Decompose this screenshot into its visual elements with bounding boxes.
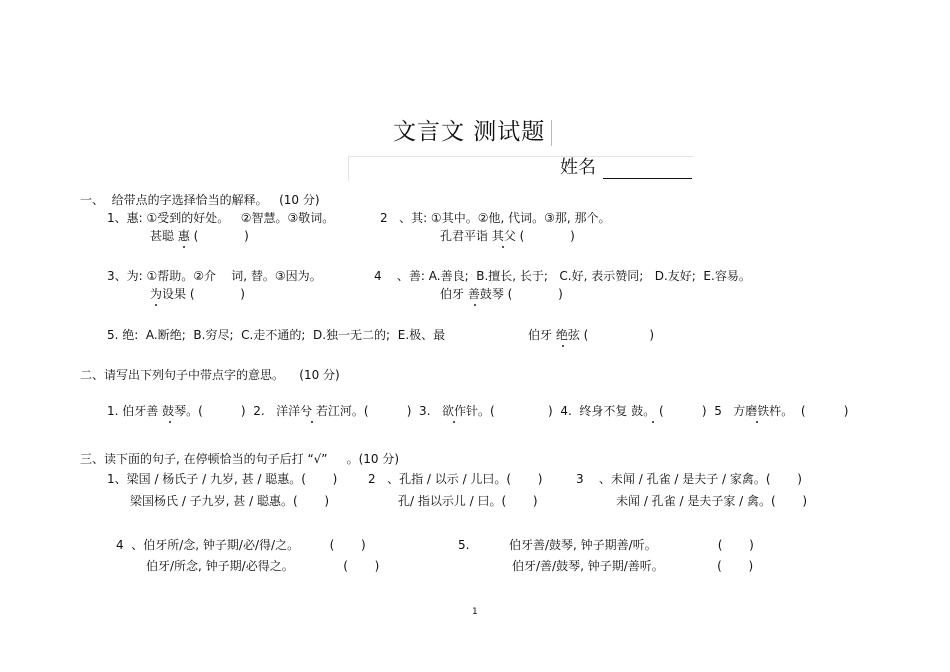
s1-q3-example: 为设果 ( )	[150, 287, 245, 301]
s3-q5a: 伯牙善/鼓琴, 钟子期善/听。 ( )	[509, 538, 754, 552]
emphasis-dot	[183, 246, 185, 248]
page-number: 1	[472, 607, 478, 617]
s1-q3: 3、为: ①帮助。②介 词, 替。③因为。	[107, 269, 322, 283]
section1-heading: 一、 给带点的字选择恰当的解释。 (10 分)	[80, 193, 320, 207]
s1-q2-example: 孔君平诣 其父 ( )	[440, 229, 575, 243]
s3-q2b: 孔/ 指以示儿 / 曰。( )	[398, 494, 538, 508]
emphasis-dot	[155, 304, 157, 306]
page-title: 文言文 测试题	[393, 119, 546, 145]
s1-q2: 2 、其: ①其中。②他, 代词。③那, 那个。	[380, 211, 611, 225]
s3-q2a: 2 、孔指 / 以示 / 儿曰。( )	[368, 472, 543, 486]
s1-q4: 4 、善: A.善良; B.擅长, 长于; C.好, 表示赞同; D.友好; E.容易。	[374, 269, 751, 283]
s2-items: 1. 伯牙善 鼓琴。( ) 2. 洋洋兮 若江河。( ) 3. 欲作针。( ) 4. 终身不复 鼓。 ( ) 5 方磨铁杵。 ( )	[107, 404, 849, 418]
emphasis-dot	[652, 421, 654, 423]
s3-q3a: 3 、未闻 / 孔雀 / 是夫子 / 家禽。( )	[576, 472, 802, 486]
s1-q1-example: 甚聪 惠 ( )	[150, 229, 249, 243]
emphasis-dot	[311, 421, 313, 423]
s3-q1b: 梁国杨氏 / 子九岁, 甚 / 聪惠。( )	[130, 494, 330, 508]
s3-q1a: 1、梁国 / 杨氏子 / 九岁, 甚 / 聪惠。( )	[107, 472, 338, 486]
s3-q4a: 4 、伯牙所/念, 钟子期/必/得/之。 ( )	[116, 538, 366, 552]
s1-q5: 5. 绝: A.断绝; B.穷尽; C.走不通的; D.独一无二的; E.极、最	[107, 328, 446, 342]
s3-q4b: 伯牙/所念, 钟子期/必得之。 ( )	[146, 559, 380, 573]
emphasis-dot	[474, 304, 476, 306]
emphasis-dot	[502, 246, 504, 248]
s1-q5-example: 伯牙 绝弦 ( )	[528, 328, 655, 342]
emphasis-dot	[453, 421, 455, 423]
section3-heading: 三、读下面的句子, 在停顿恰当的句子后打 “√” 。(10 分)	[80, 452, 400, 466]
s3-q3b: 未闻 / 孔雀 / 是夫子家 / 禽。( )	[616, 494, 808, 508]
s3-q5b: 伯牙/善/鼓琴, 钟子期/善听。 ( )	[512, 559, 754, 573]
s1-q1: 1、惠: ①受到的好处。 ②智慧。③敬词。	[107, 211, 335, 225]
emphasis-dot	[562, 345, 564, 347]
name-label: 姓名	[560, 157, 596, 178]
emphasis-dot	[169, 421, 171, 423]
section2-heading: 二、请写出下列句子中带点字的意思。 (10 分)	[80, 368, 340, 382]
s3-q5-number: 5.	[458, 538, 470, 552]
emphasis-dot	[756, 421, 758, 423]
s1-q4-example: 伯牙 善鼓琴 ( )	[440, 287, 563, 301]
title-divider	[551, 120, 552, 146]
name-underline[interactable]	[603, 178, 692, 179]
